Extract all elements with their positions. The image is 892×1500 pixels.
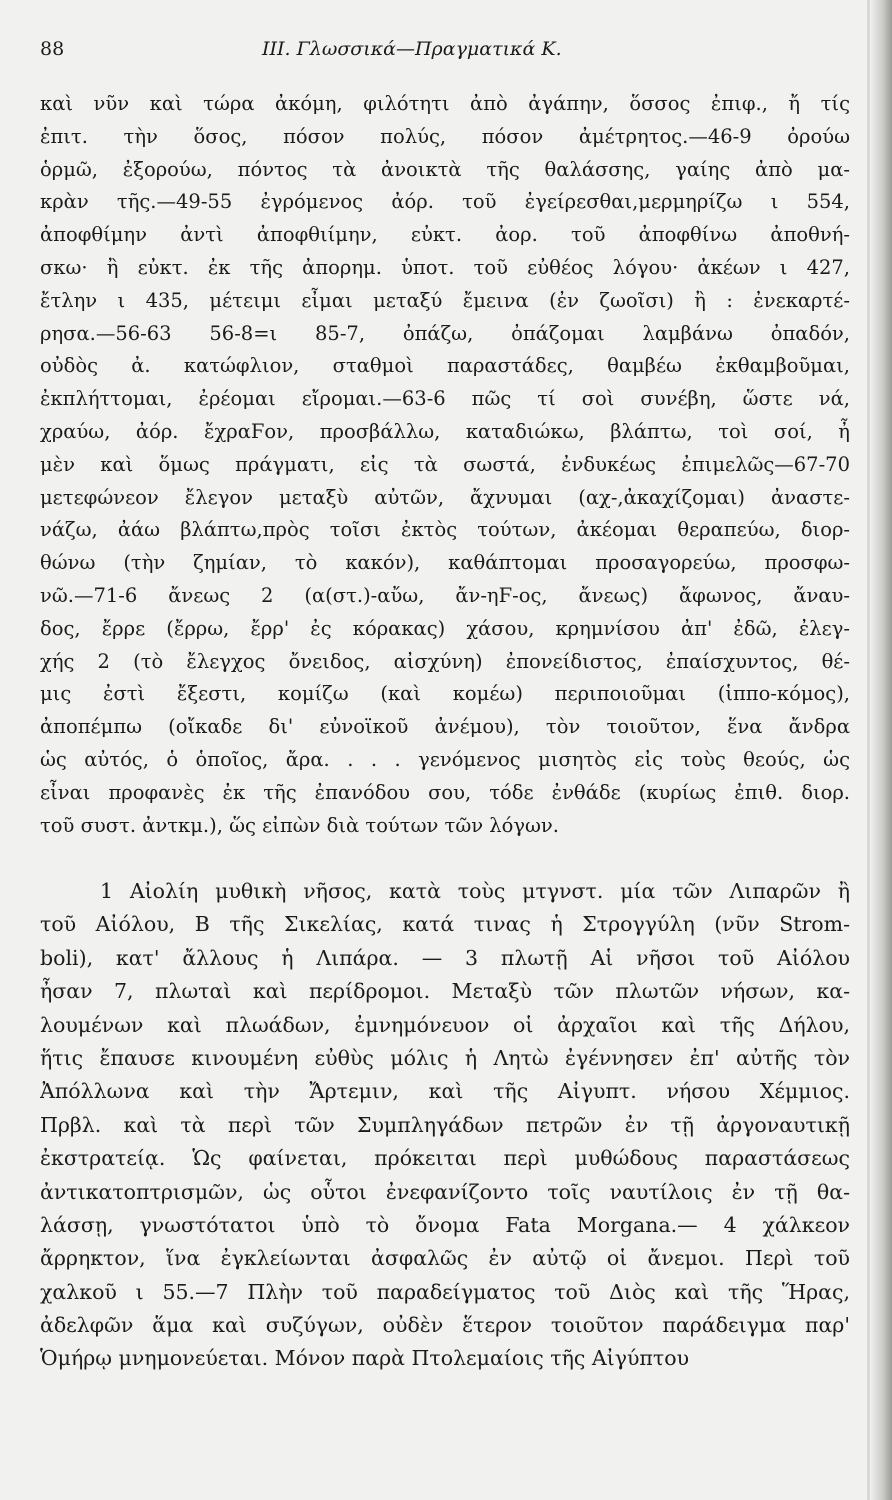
text-line: νάζω, ἀάω βλάπτω,πρὸς τοῖσι ἐκτὸς τούτων, ἀκέομαι θεραπεύω, διορ- bbox=[40, 518, 850, 542]
text-line: Ἀπόλλωνα καὶ τὴν Ἄρτεμιν, καὶ τῆς Αἰγυπτ. νήσου Χέμμιος. bbox=[40, 1079, 850, 1104]
text-line: χαλκοῦ ι 55.—7 Πλὴν τοῦ παραδείγματος τοῦ Διὸς καὶ τῆς Ἥρας, bbox=[40, 1279, 850, 1304]
commentary-paragraph-2 bbox=[40, 875, 850, 1376]
text-line: ἀδελφῶν ἅμα καὶ συζύγων, οὐδὲν ἕτερον τοιοῦτον παράδειγμα παρ' bbox=[40, 1313, 850, 1338]
text-line: ἥτις ἔπαυσε κινουμένη εὐθὺς μόλις ἡ Λητὼ ἐγέννησεν ἐπ' αὐτῆς τὸν bbox=[40, 1045, 850, 1070]
text-line: τοῦ Αἰόλου, Β τῆς Σικελίας, κατά τινας ἡ Στρογγύλη (νῦν Strom- bbox=[40, 912, 850, 937]
text-line: Πρβλ. καὶ τὰ περὶ τῶν Συμπληγάδων πετρῶν ἐν τῇ ἀργοναυτικῇ bbox=[40, 1112, 850, 1137]
text-line: ἐπιτ. τὴν ὅσος, πόσον πολύς, πόσον ἀμέτρητος.—46-9 ὀρούω bbox=[40, 124, 850, 148]
text-line: ὁρμῶ, ἐξορούω, πόντος τὰ ἀνοικτὰ τῆς θαλάσσης, γαίης ἀπὸ μα- bbox=[40, 157, 850, 181]
text-line: ἀντικατοπτρισμῶν, ὡς οὗτοι ἐνεφανίζοντο τοῖς ναυτίλοις ἐν τῇ θα- bbox=[40, 1179, 850, 1204]
text-line: 1 Αἰολίη μυθικὴ νῆσος, κατὰ τοὺς μτγνστ. μία τῶν Λιπαρῶν ἢ bbox=[100, 879, 850, 903]
text-line: ἄρρηκτον, ἵνα ἐγκλείωνται ἀσφαλῶς ἐν αὐτῷ οἱ ἄνεμοι. Περὶ τοῦ bbox=[40, 1246, 850, 1271]
text-line: νῶ.—71-6 ἄνεως 2 (α(στ.)-αὔω, ἄν-ηϜ-ος, ἄνεως) ἄφωνος, ἄναυ- bbox=[40, 583, 850, 607]
text-line: ρησα.—56-63 56-8=ι 85-7, ὀπάζω, ὀπάζομαι λαμβάνω ὀπαδόν, bbox=[40, 321, 850, 345]
text-line: ἐκστρατείᾳ. Ὡς φαίνεται, πρόκειται περὶ μυθώδους παραστάσεως bbox=[40, 1146, 850, 1171]
text-line: ἀποφθίμην ἀντὶ ἀποφθιίμην, εὐκτ. ἀορ. τοῦ ἀποφθίνω ἀποθνή- bbox=[40, 223, 850, 247]
text-line: δος, ἔρρε (ἔρρω, ἔρρ' ἐς κόρακας) χάσου, κρημνίσου ἀπ' ἐδῶ, ἐλεγ- bbox=[40, 616, 850, 640]
text-line: boli), κατ' ἄλλους ἡ Λιπάρα. — 3 πλωτῇ Αἱ νῆσοι τοῦ Αἰόλου bbox=[40, 945, 850, 970]
text-line: χραύω, ἀόρ. ἔχραϜον, προσβάλλω, καταδιώκω, βλάπτω, τοὶ σοί, ἦ bbox=[40, 419, 850, 443]
text-line: εἶναι προφανὲς ἐκ τῆς ἐπανόδου σου, τόδε ἐνθάδε (κυρίως ἐπιθ. διορ. bbox=[40, 780, 850, 804]
text-line: οὐδὸς ἀ. κατώφλιον, σταθμοὶ παραστάδες, θαμβέω ἐκθαμβοῦμαι, bbox=[40, 354, 850, 378]
text-line: Ὁμήρῳ μνημονεύεται. Μόνον παρὰ Πτολεμαίοις τῆς Αἰγύπτου bbox=[40, 1346, 690, 1371]
page-number: 88 bbox=[40, 38, 65, 60]
text-line: κρὰν τῆς.—49-55 ἐγρόμενος ἀόρ. τοῦ ἐγείρεσθαι,μερμηρίζω ι 554, bbox=[40, 190, 850, 214]
text-line: χής 2 (τὸ ἔλεγχος ὄνειδος, αἰσχύνη) ἐπονείδιστος, ἐπαίσχυντος, θέ- bbox=[40, 649, 850, 673]
text-line: τοῦ συστ. ἀντκμ.), ὥς εἰπὼν διὰ τούτων τῶν λόγων. bbox=[40, 813, 559, 837]
text-line: θώνω (τὴν ζημίαν, τὸ κακόν), καθάπτομαι προσαγορεύω, προσφω- bbox=[40, 551, 850, 575]
text-line: ἦσαν 7, πλωταὶ καὶ περίδρομοι. Μεταξὺ τῶν πλωτῶν νήσων, κα- bbox=[40, 979, 850, 1004]
text-line: σκω· ἢ εὐκτ. ἐκ τῆς ἀπορημ. ὑποτ. τοῦ εὐθέος λόγου· ἀκέων ι 427, bbox=[40, 255, 850, 279]
page-edge-shadow bbox=[870, 0, 892, 1500]
text-line: λουμένων καὶ πλωάδων, ἐμνημόνευον οἱ ἀρχαῖοι καὶ τῆς Δήλου, bbox=[40, 1012, 850, 1037]
text-line: ἔτλην ι 435, μέτειμι εἶμαι μεταξύ ἔμεινα (ἐν ζωοῖσι) ἢ : ἐνεκαρτέ- bbox=[40, 288, 850, 312]
text-line: μετεφώνεον ἔλεγον μεταξὺ αὐτῶν, ἄχνυμαι (αχ-,ἀκαχίζομαι) ἀναστε- bbox=[40, 485, 850, 509]
text-line: καὶ νῦν καὶ τώρα ἀκόμη, φιλότητι ἀπὸ ἀγάπην, ὅσσος ἐπιφ., ἤ τίς bbox=[40, 92, 850, 115]
page-header bbox=[40, 38, 852, 68]
text-line: λάσσῃ, γνωστότατοι ὑπὸ τὸ ὄνομα Fata Morgana.— 4 χάλκεον bbox=[40, 1212, 850, 1237]
text-line: ὡς αὐτός, ὁ ὁποῖος, ἄρα. . . . γενόμενος μισητὸς εἰς τοὺς θεούς, ὡς bbox=[40, 747, 850, 771]
text-line: ἐκπλήττομαι, ἐρέομαι εἴρομαι.—63-6 πῶς τί σοὶ συνέβη, ὥστε νά, bbox=[40, 387, 850, 411]
text-line: ἀποπέμπω (οἴκαδε δι' εὐνοϊκοῦ ἀνέμου), τὸν τοιοῦτον, ἕνα ἄνδρα bbox=[40, 715, 850, 739]
text-line: μις ἐστὶ ἔξεστι, κομίζω (καὶ κομέω) περιποιοῦμαι (ἱππο-κόμος), bbox=[40, 682, 850, 706]
text-line: μὲν καὶ ὅμως πράγματι, εἰς τὰ σωστά, ἐνδυκέως ἐπιμελῶς—67-70 bbox=[40, 452, 850, 476]
commentary-paragraph-1 bbox=[40, 88, 850, 842]
running-title: ΙΙΙ. Γλωσσικά—Πραγματικά Κ. bbox=[262, 38, 562, 60]
